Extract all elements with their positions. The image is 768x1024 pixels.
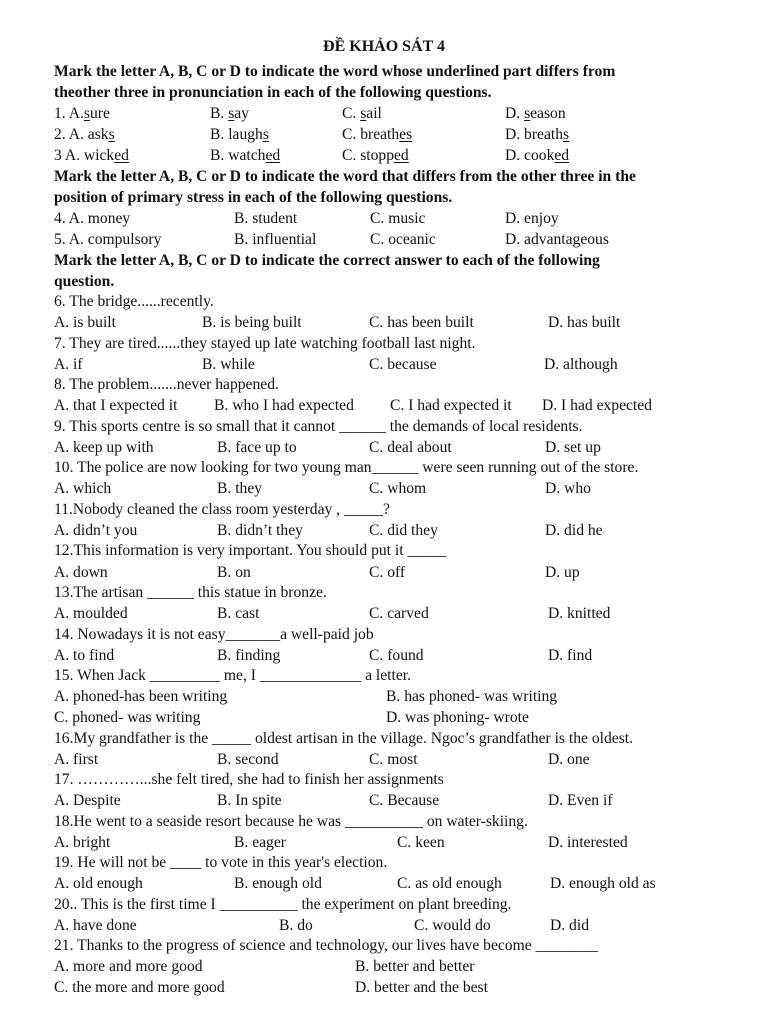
q15-option-b: B. has phoned- was writing — [386, 688, 558, 705]
q11-option-c: C. did they — [369, 522, 438, 539]
q2-option-c: C. breathes — [342, 126, 413, 143]
q15-stem: 15. When Jack _________ me, I _____________ a letter. — [54, 667, 412, 684]
q16-stem: 16.My grandfather is the _____ oldest artisan in the village. Ngoc’s grandfather is the oldest. — [54, 730, 633, 747]
q13-option-b: B. cast — [217, 605, 260, 622]
q10-option-a: A. which — [54, 480, 112, 497]
q4-option-a: 4. A. money — [54, 210, 131, 227]
q19-stem: 19. He will not be ____ to vote in this year's election. — [54, 854, 388, 871]
q7-option-b: B. while — [202, 356, 255, 373]
q3-option-b: B. watched — [210, 147, 281, 164]
q9-option-d: D. set up — [545, 439, 601, 456]
instruction-stress-1: Mark the letter A, B, C or D to indicate the word that differs from the other three in the — [54, 168, 636, 185]
q7-option-d: D. although — [544, 356, 618, 373]
q16-option-a: A. first — [54, 751, 99, 768]
q7-option-c: C. because — [369, 356, 437, 373]
q19-option-d: D. enough old as — [550, 875, 656, 892]
q18-option-c: C. keen — [397, 834, 445, 851]
q17-option-b: B. In spite — [217, 792, 282, 809]
q13-option-c: C. carved — [369, 605, 429, 622]
q12-option-a: A. down — [54, 564, 108, 581]
q6-option-a: A. is built — [54, 314, 116, 331]
q3-option-c: C. stopped — [342, 147, 409, 164]
q13-option-d: D. knitted — [548, 605, 611, 622]
q20-stem: 20.. This is the first time I __________ the experiment on plant breeding. — [54, 896, 512, 913]
instruction-grammar-1: Mark the letter A, B, C or D to indicate the correct answer to each of the following — [54, 252, 600, 269]
q18-stem: 18.He went to a seaside resort because he was __________ on water-skiing. — [54, 813, 528, 830]
q21-option-b: B. better and better — [355, 958, 475, 975]
q2-option-d: D. breaths — [505, 126, 570, 143]
q5-option-a: 5. A. compulsory — [54, 231, 162, 248]
q12-option-b: B. on — [217, 564, 251, 581]
q6-option-c: C. has been built — [369, 314, 474, 331]
q20-option-c: C. would do — [414, 917, 491, 934]
q21-option-d: D. better and the best — [355, 979, 488, 996]
q17-stem: 17. …………...she felt tired, she had to finish her assignments — [54, 771, 444, 788]
q18-option-b: B. eager — [234, 834, 286, 851]
q13-option-a: A. moulded — [54, 605, 128, 622]
q3-option-a: 3 A. wicked — [54, 147, 129, 164]
q12-option-d: D. up — [545, 564, 580, 581]
q6-option-d: D. has built — [548, 314, 621, 331]
q17-option-c: C. Because — [369, 792, 440, 809]
q11-option-d: D. did he — [545, 522, 603, 539]
q6-option-b: B. is being built — [202, 314, 302, 331]
instruction-stress-2: position of primary stress in each of the following questions. — [54, 189, 453, 206]
q8-option-a: A. that I expected it — [54, 397, 178, 414]
q16-option-c: C. most — [369, 751, 418, 768]
q4-option-d: D. enjoy — [505, 210, 559, 227]
q20-option-a: A. have done — [54, 917, 137, 934]
q20-option-d: D. did — [550, 917, 589, 934]
q19-option-a: A. old enough — [54, 875, 143, 892]
q17-option-d: D. Even if — [548, 792, 613, 809]
q7-stem: 7. They are tired......they stayed up late watching football last night. — [54, 335, 476, 352]
q14-option-c: C. found — [369, 647, 424, 664]
q14-stem: 14. Nowadays it is not easy_______a well-paid job — [54, 626, 374, 643]
instruction-grammar-2: question. — [54, 273, 115, 290]
q5-option-c: C. oceanic — [370, 231, 436, 248]
q21-stem: 21. Thanks to the progress of science and technology, our lives have become ________ — [54, 937, 598, 954]
q18-option-d: D. interested — [548, 834, 628, 851]
q21-option-c: C. the more and more good — [54, 979, 225, 996]
q4-option-b: B. student — [234, 210, 298, 227]
q1-option-c: C. sail — [342, 105, 382, 122]
q10-option-b: B. they — [217, 480, 263, 497]
q7-option-a: A. if — [54, 356, 83, 373]
q1-option-a: 1. A.sure — [54, 105, 110, 122]
q9-stem: 9. This sports centre is so small that it cannot ______ the demands of local residents. — [54, 418, 583, 435]
q5-option-b: B. influential — [234, 231, 317, 248]
q16-option-d: D. one — [548, 751, 590, 768]
q2-option-b: B. laughs — [210, 126, 269, 143]
q11-option-b: B. didn’t they — [217, 522, 303, 539]
q14-option-a: A. to find — [54, 647, 115, 664]
q10-option-d: D. who — [545, 480, 591, 497]
q16-option-b: B. second — [217, 751, 279, 768]
q13-stem: 13.The artisan ______ this statue in bronze. — [54, 584, 327, 601]
q9-option-b: B. face up to — [217, 439, 297, 456]
q10-stem: 10. The police are now looking for two young man______ were seen running out of the store. — [54, 459, 639, 476]
q9-option-c: C. deal about — [369, 439, 452, 456]
q6-stem: 6. The bridge......recently. — [54, 293, 214, 310]
q10-option-c: C. whom — [369, 480, 427, 497]
q1-option-d: D. season — [505, 105, 566, 122]
q15-option-a: A. phoned-has been writing — [54, 688, 228, 705]
q3-option-d: D. cooked — [505, 147, 570, 164]
q19-option-b: B. enough old — [234, 875, 322, 892]
q8-option-b: B. who I had expected — [214, 397, 354, 414]
q1-option-b: B. say — [210, 105, 249, 122]
q18-option-a: A. bright — [54, 834, 111, 851]
q15-option-d: D. was phoning- wrote — [386, 709, 529, 726]
q17-option-a: A. Despite — [54, 792, 121, 809]
q12-option-c: C. off — [369, 564, 406, 581]
q21-option-a: A. more and more good — [54, 958, 203, 975]
instruction-pronunciation-1: Mark the letter A, B, C or D to indicate the word whose underlined part differs from — [54, 63, 616, 80]
q15-option-c: C. phoned- was writing — [54, 709, 201, 726]
q11-option-a: A. didn’t you — [54, 522, 138, 539]
q5-option-d: D. advantageous — [505, 231, 609, 248]
q12-stem: 12.This information is very important. You should put it _____ — [54, 542, 447, 559]
q19-option-c: C. as old enough — [397, 875, 502, 892]
exam-title: ĐỀ KHẢO SÁT 4 — [323, 38, 445, 55]
q20-option-b: B. do — [279, 917, 313, 934]
q11-stem: 11.Nobody cleaned the class room yesterday , _____? — [54, 501, 390, 518]
q8-option-d: D. I had expected — [542, 397, 652, 414]
q2-option-a: 2. A. asks — [54, 126, 115, 143]
q8-option-c: C. I had expected it — [390, 397, 512, 414]
q14-option-d: D. find — [548, 647, 593, 664]
q4-option-c: C. music — [370, 210, 426, 227]
q8-stem: 8. The problem.......never happened. — [54, 376, 279, 393]
instruction-pronunciation-2: theother three in pronunciation in each of the following questions. — [54, 84, 492, 101]
q14-option-b: B. finding — [217, 647, 281, 664]
q9-option-a: A. keep up with — [54, 439, 154, 456]
